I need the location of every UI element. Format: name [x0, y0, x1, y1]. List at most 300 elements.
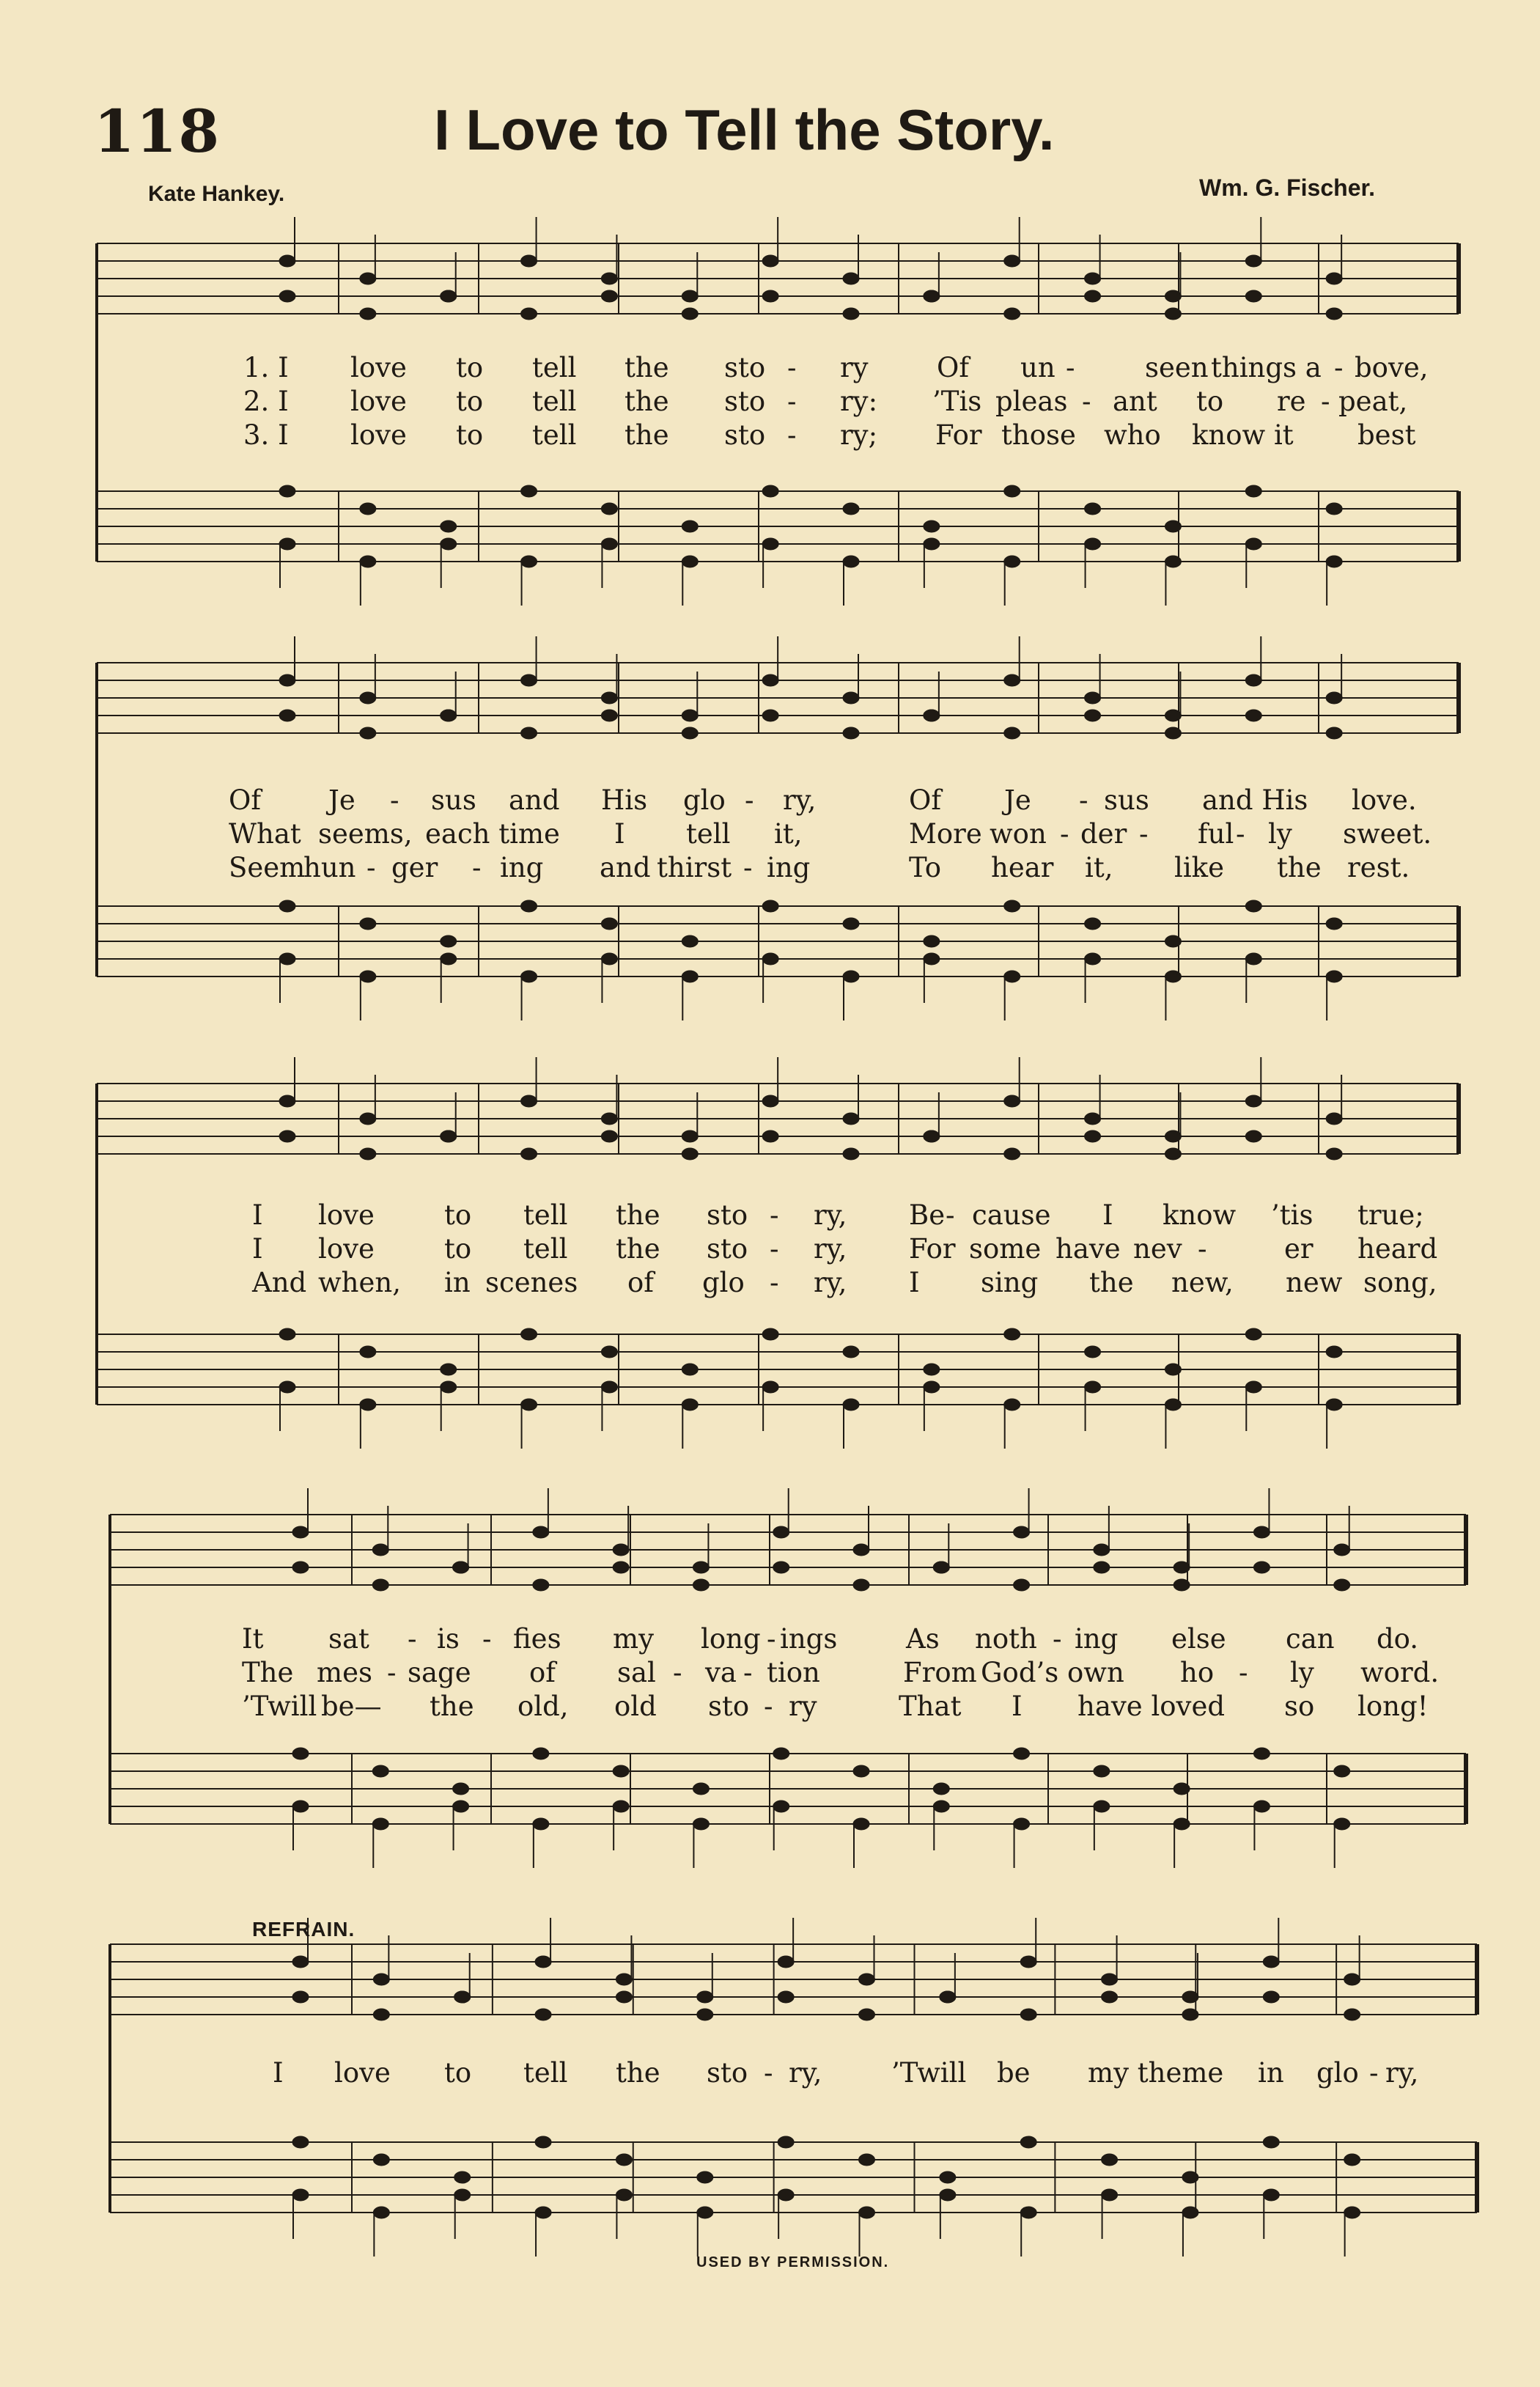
note-head	[859, 2207, 875, 2218]
note-head	[1326, 1113, 1342, 1125]
lyric-word: sto	[724, 352, 766, 383]
note-head	[1004, 1328, 1020, 1340]
lyric-word: the	[616, 1199, 660, 1231]
note-head	[693, 1579, 709, 1591]
lyric-word: -	[673, 1657, 682, 1688]
note-head	[933, 1801, 949, 1812]
note-head	[1344, 1974, 1360, 1985]
note-head	[940, 2171, 956, 2183]
lyric-word: the	[625, 352, 669, 383]
lyric-word: sweet.	[1343, 818, 1432, 850]
note-head	[1004, 1399, 1020, 1410]
note-head	[1014, 1748, 1030, 1759]
author-credit: Kate Hankey.	[148, 182, 285, 206]
note-head	[1174, 1783, 1190, 1795]
note-head	[279, 900, 295, 912]
note-head	[454, 2189, 471, 2201]
lyric-word: love	[350, 352, 407, 383]
note-head	[1165, 556, 1181, 567]
note-head	[1085, 1130, 1101, 1142]
note-head	[778, 1956, 794, 1968]
lyric-word: For	[935, 419, 982, 451]
note-head	[1245, 953, 1261, 965]
lyric-word: know it	[1192, 419, 1294, 451]
note-head	[1094, 1562, 1110, 1573]
lyric-word: to	[456, 386, 484, 417]
lyric-word: sat	[328, 1623, 369, 1655]
lyric-line	[0, 352, 1540, 386]
note-head	[360, 273, 376, 284]
note-head	[778, 2136, 794, 2148]
lyric-word: It	[242, 1623, 264, 1655]
note-head	[1094, 1801, 1110, 1812]
note-head	[1326, 918, 1342, 930]
lyric-word: 3. I	[243, 419, 289, 451]
note-head	[859, 1974, 875, 1985]
lyric-word: Of	[909, 784, 942, 816]
note-head	[843, 727, 859, 739]
note-head	[601, 692, 617, 704]
note-head	[1004, 556, 1020, 567]
note-head	[373, 1974, 389, 1985]
note-head	[601, 1346, 617, 1358]
note-head	[1326, 1346, 1342, 1358]
lyric-word: -	[1198, 1233, 1207, 1265]
lyric-word: tion	[767, 1657, 820, 1688]
note-head	[682, 1148, 698, 1160]
note-head	[453, 1783, 469, 1795]
lyric-word: the	[430, 1691, 474, 1722]
lyric-word: each time	[425, 818, 560, 850]
lyric-word: thirst	[657, 852, 732, 883]
lyric-word: ry,	[783, 784, 817, 816]
note-head	[693, 1562, 709, 1573]
note-head	[454, 2171, 471, 2183]
lyric-word: word.	[1360, 1657, 1440, 1688]
lyric-word: -	[745, 784, 754, 816]
lyric-word: glo	[702, 1267, 745, 1298]
lyric-word: To	[909, 852, 942, 883]
note-head	[682, 1364, 698, 1375]
lyric-word: va	[705, 1657, 737, 1688]
note-head	[1085, 1346, 1101, 1358]
note-head	[682, 935, 698, 947]
lyric-word: when,	[318, 1267, 401, 1298]
note-head	[279, 1381, 295, 1393]
lyric-word: -	[767, 1623, 776, 1655]
lyric-word: tell	[686, 818, 731, 850]
lyric-word: 2. I	[243, 386, 289, 417]
note-head	[773, 1801, 789, 1812]
note-head	[601, 953, 617, 965]
note-head	[924, 538, 940, 550]
lyric-word: -	[387, 1657, 397, 1688]
lyric-word: ry,	[1385, 2057, 1419, 2089]
note-head	[533, 1818, 549, 1830]
lyric-word: der	[1080, 818, 1127, 850]
hymn-number: 118	[94, 97, 221, 166]
lyric-word: ’Twill	[242, 1691, 317, 1722]
note-head	[360, 1113, 376, 1125]
lyric-word: I	[909, 1267, 920, 1298]
note-head	[1263, 2189, 1279, 2201]
note-head	[1085, 1113, 1101, 1125]
note-head	[1085, 538, 1101, 550]
lyric-word: noth	[975, 1623, 1037, 1655]
lyric-word: of	[627, 1267, 654, 1298]
lyric-word: the	[625, 386, 669, 417]
note-head	[372, 1818, 388, 1830]
lyric-word: As	[906, 1623, 940, 1655]
note-head	[535, 2136, 551, 2148]
lyric-word: sing	[981, 1267, 1039, 1298]
note-head	[1245, 1328, 1261, 1340]
note-head	[843, 692, 859, 704]
lyric-word: -	[1066, 352, 1075, 383]
lyric-word: fies	[513, 1623, 561, 1655]
note-head	[279, 538, 295, 550]
lyric-word: to	[456, 419, 484, 451]
note-head	[373, 2009, 389, 2020]
note-head	[1174, 1818, 1190, 1830]
note-head	[1334, 1579, 1350, 1591]
note-head	[1004, 900, 1020, 912]
lyric-word: I	[614, 818, 625, 850]
lyric-line	[0, 1623, 1540, 1657]
lyric-line	[0, 784, 1540, 818]
note-head	[279, 710, 295, 721]
note-head	[292, 1956, 309, 1968]
note-head	[853, 1818, 869, 1830]
note-head	[360, 692, 376, 704]
note-head	[521, 255, 537, 267]
lyric-word: those	[1001, 419, 1076, 451]
lyric-word: in	[444, 1267, 471, 1298]
note-head	[1014, 1526, 1030, 1538]
note-head	[372, 1765, 388, 1777]
note-head	[1094, 1765, 1110, 1777]
lyric-word: -	[743, 1657, 753, 1688]
note-head	[373, 2154, 389, 2166]
note-head	[373, 2207, 389, 2218]
lyric-word: re	[1277, 386, 1306, 417]
note-head	[279, 485, 295, 497]
lyric-word: ry	[789, 1691, 817, 1722]
note-head	[1326, 273, 1342, 284]
note-head	[1182, 2009, 1198, 2020]
lyric-word: tell	[523, 1199, 568, 1231]
lyric-word: is	[437, 1623, 460, 1655]
note-head	[778, 2189, 794, 2201]
note-head	[1102, 2154, 1118, 2166]
note-head	[1182, 2171, 1198, 2183]
lyric-word: un	[1020, 352, 1055, 383]
lyric-word: pleas	[995, 386, 1068, 417]
lyric-word: tell	[523, 1233, 568, 1265]
note-head	[843, 308, 859, 320]
lyric-word: my theme	[1088, 2057, 1224, 2089]
lyric-line	[0, 1233, 1540, 1267]
lyric-word: ry	[840, 352, 869, 383]
lyric-word: What	[229, 818, 301, 850]
note-head	[1014, 1579, 1030, 1591]
lyric-word: love	[334, 2057, 391, 2089]
lyric-word: and	[509, 784, 560, 816]
note-head	[1326, 692, 1342, 704]
note-head	[924, 710, 940, 721]
note-head	[279, 255, 295, 267]
lyric-word: else	[1171, 1623, 1226, 1655]
lyric-word: seen	[1145, 352, 1209, 383]
note-head	[1004, 727, 1020, 739]
note-head	[859, 2009, 875, 2020]
note-head	[1245, 290, 1261, 302]
note-head	[762, 255, 778, 267]
lyric-word: hun	[303, 852, 356, 883]
note-head	[1326, 503, 1342, 515]
lyric-word: -	[770, 1233, 779, 1265]
lyric-word: sto	[707, 2057, 748, 2089]
note-head	[1085, 503, 1101, 515]
note-head	[521, 1095, 537, 1107]
lyric-word: Of	[937, 352, 970, 383]
note-head	[1085, 710, 1101, 721]
lyric-line	[0, 1267, 1540, 1301]
lyric-word: -	[1239, 1657, 1248, 1688]
lyric-word: Of	[229, 784, 262, 816]
lyric-word: sto	[708, 1691, 750, 1722]
note-head	[1020, 1956, 1036, 1968]
note-head	[682, 710, 698, 721]
note-head	[1102, 1991, 1118, 2003]
lyric-word: ant	[1113, 386, 1157, 417]
lyric-word: tell	[523, 2057, 568, 2089]
lyric-word: hear	[991, 852, 1054, 883]
note-head	[1253, 1526, 1270, 1538]
lyric-word: Be	[909, 1199, 946, 1231]
lyric-word: I	[273, 2057, 284, 2089]
note-head	[279, 1328, 295, 1340]
lyric-word: -	[472, 852, 482, 883]
note-head	[773, 1562, 789, 1573]
note-head	[535, 2009, 551, 2020]
lyric-word: old	[614, 1691, 657, 1722]
lyric-line	[0, 852, 1540, 886]
note-head	[1085, 692, 1101, 704]
lyric-word: ’Tis	[932, 386, 982, 417]
lyric-word: sto	[707, 1233, 748, 1265]
lyric-line	[0, 1657, 1540, 1691]
note-head	[762, 710, 778, 721]
note-head	[697, 2207, 713, 2218]
note-head	[616, 1991, 632, 2003]
lyric-word: ing	[500, 852, 544, 883]
lyric-word: the	[1277, 852, 1322, 883]
note-head	[1253, 1748, 1270, 1759]
note-head	[292, 1991, 309, 2003]
note-head	[843, 1399, 859, 1410]
note-head	[521, 1399, 537, 1410]
lyric-word: the	[625, 419, 669, 451]
lyric-word: ry:	[840, 386, 878, 417]
note-head	[762, 1095, 778, 1107]
lyric-word: -	[787, 419, 797, 451]
lyric-word: long!	[1357, 1691, 1429, 1722]
lyric-word: to	[444, 2057, 472, 2089]
note-head	[292, 1801, 309, 1812]
note-head	[924, 521, 940, 532]
note-head	[1165, 727, 1181, 739]
note-head	[1165, 290, 1181, 302]
note-head	[1245, 255, 1261, 267]
lyric-word: have	[1055, 1233, 1121, 1265]
lyric-line	[0, 419, 1540, 453]
lyric-word: so	[1284, 1691, 1315, 1722]
note-head	[292, 1748, 309, 1759]
note-head	[601, 1381, 617, 1393]
lyric-word: ’tis	[1271, 1199, 1314, 1231]
lyric-line	[0, 386, 1540, 419]
note-head	[441, 710, 457, 721]
note-head	[1102, 2189, 1118, 2201]
lyric-word: ing	[767, 852, 811, 883]
note-head	[601, 503, 617, 515]
note-head	[601, 1130, 617, 1142]
note-head	[843, 556, 859, 567]
lyric-word: Je	[328, 784, 355, 816]
note-head	[853, 1765, 869, 1777]
lyric-word: tell	[532, 352, 577, 383]
note-head	[372, 1579, 388, 1591]
lyric-word: seems,	[318, 818, 413, 850]
note-head	[613, 1544, 629, 1556]
lyric-word: -	[1236, 818, 1245, 850]
note-head	[762, 1130, 778, 1142]
note-head	[441, 290, 457, 302]
note-head	[1245, 538, 1261, 550]
note-head	[1165, 521, 1181, 532]
note-head	[1165, 935, 1181, 947]
note-head	[279, 953, 295, 965]
note-head	[535, 2207, 551, 2218]
note-head	[762, 538, 778, 550]
note-head	[360, 971, 376, 982]
note-head	[1245, 485, 1261, 497]
note-head	[682, 521, 698, 532]
lyric-word: sto	[724, 419, 766, 451]
note-head	[360, 308, 376, 320]
note-head	[773, 1526, 789, 1538]
lyric-word: ings	[780, 1623, 838, 1655]
note-head	[1165, 971, 1181, 982]
note-head	[762, 290, 778, 302]
lyric-word: sus	[1104, 784, 1149, 816]
lyric-word: -	[946, 1199, 955, 1231]
lyric-word: have loved	[1077, 1691, 1226, 1722]
note-head	[521, 674, 537, 686]
note-head	[924, 290, 940, 302]
lyric-word: new,	[1171, 1267, 1234, 1298]
lyric-line	[0, 1691, 1540, 1724]
note-head	[1326, 971, 1342, 982]
note-head	[778, 1991, 794, 2003]
note-head	[933, 1562, 949, 1573]
note-head	[682, 727, 698, 739]
lyric-word: For	[909, 1233, 956, 1265]
note-head	[843, 1148, 859, 1160]
note-head	[521, 485, 537, 497]
lyric-word: -	[764, 2057, 773, 2089]
note-head	[613, 1765, 629, 1777]
lyric-word: bove,	[1355, 352, 1429, 383]
note-head	[1245, 1130, 1261, 1142]
note-head	[693, 1783, 709, 1795]
note-head	[441, 953, 457, 965]
note-head	[1344, 2207, 1360, 2218]
lyric-line	[0, 2057, 1540, 2091]
note-head	[1004, 674, 1020, 686]
note-head	[521, 971, 537, 982]
note-head	[279, 674, 295, 686]
note-head	[521, 308, 537, 320]
note-head	[762, 900, 778, 912]
note-head	[1245, 1095, 1261, 1107]
lyric-word: -	[1139, 818, 1149, 850]
lyric-word: scenes	[485, 1267, 578, 1298]
lyric-word: love.	[1352, 784, 1417, 816]
lyric-word: song,	[1363, 1267, 1437, 1298]
note-head	[360, 1346, 376, 1358]
note-head	[1004, 971, 1020, 982]
lyric-word: tell	[532, 419, 577, 451]
note-head	[843, 503, 859, 515]
lyric-word: and	[600, 852, 651, 883]
lyric-word: I	[252, 1199, 263, 1231]
note-head	[1344, 2009, 1360, 2020]
note-head	[441, 935, 457, 947]
note-head	[441, 1130, 457, 1142]
lyric-word: -	[764, 1691, 773, 1722]
lyric-word: sto	[724, 386, 766, 417]
note-head	[1004, 255, 1020, 267]
lyric-word: From	[903, 1657, 977, 1688]
lyric-word: -	[1321, 386, 1330, 417]
lyric-word: old,	[517, 1691, 569, 1722]
note-head	[1020, 2207, 1036, 2218]
note-head	[613, 1801, 629, 1812]
note-head	[1085, 1381, 1101, 1393]
lyric-word: -	[408, 1623, 417, 1655]
note-head	[1334, 1765, 1350, 1777]
note-head	[1253, 1562, 1270, 1573]
note-head	[933, 1783, 949, 1795]
lyric-word: some	[969, 1233, 1042, 1265]
note-head	[521, 556, 537, 567]
note-head	[521, 900, 537, 912]
lyric-word: ly	[1268, 818, 1292, 850]
note-head	[682, 308, 698, 320]
lyric-word: glo	[1316, 2057, 1359, 2089]
lyric-word: ry,	[814, 1199, 847, 1231]
note-head	[853, 1544, 869, 1556]
note-head	[924, 953, 940, 965]
lyric-word: heard	[1357, 1233, 1438, 1265]
lyric-word: can	[1286, 1623, 1335, 1655]
note-head	[682, 1130, 698, 1142]
lyric-word: be	[997, 2057, 1031, 2089]
lyric-word: 1. I	[243, 352, 289, 383]
note-head	[843, 1113, 859, 1125]
